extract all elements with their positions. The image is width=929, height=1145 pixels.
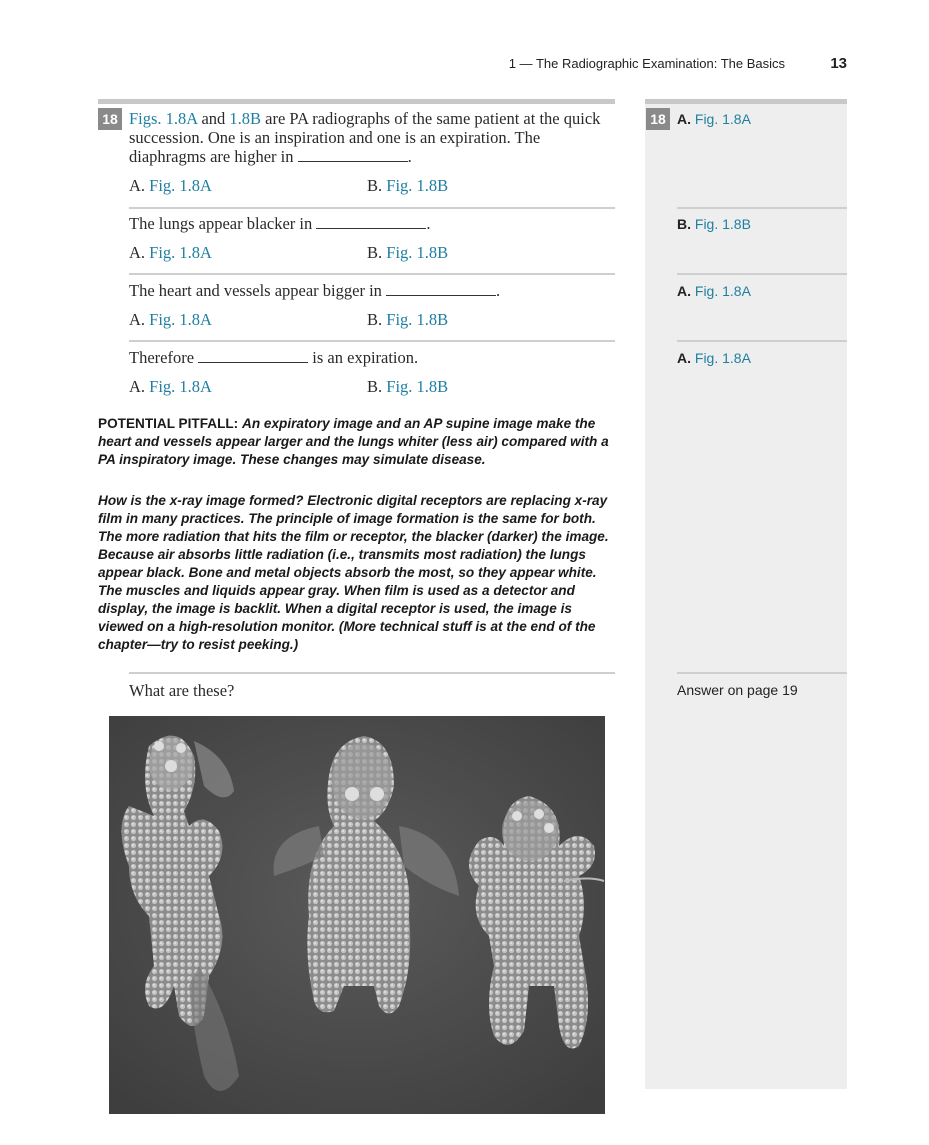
answer-3: A. Fig. 1.8A bbox=[677, 283, 751, 299]
answer-4: A. Fig. 1.8A bbox=[677, 350, 751, 366]
answer-blank bbox=[298, 150, 408, 162]
question-number-badge: 18 bbox=[98, 108, 122, 130]
option-a[interactable]: A. Fig. 1.8A bbox=[129, 310, 212, 329]
divider bbox=[129, 273, 615, 275]
divider bbox=[129, 340, 615, 342]
answer-2: B. Fig. 1.8B bbox=[677, 216, 751, 232]
option-a[interactable]: A. Fig. 1.8A bbox=[129, 176, 212, 195]
question-4-text: Therefore is an expiration. bbox=[129, 348, 419, 367]
option-a[interactable]: A. Fig. 1.8A bbox=[129, 243, 212, 262]
divider bbox=[677, 340, 847, 342]
answer-blank bbox=[386, 284, 496, 296]
fig-link[interactable]: Figs. 1.8A bbox=[129, 109, 198, 128]
question-3-text: The heart and vessels appear bigger in . bbox=[129, 281, 501, 300]
answer-number-badge: 18 bbox=[646, 108, 670, 130]
potential-pitfall: POTENTIAL PITFALL: An expiratory image and an AP supine image make the heart and vessels appear larger and the lungs whiter (less air) compared with a PA inspiratory image. These changes may simulate disease. bbox=[98, 416, 609, 467]
answer-blank bbox=[198, 351, 308, 363]
divider bbox=[129, 207, 615, 209]
fig-link[interactable]: 1.8B bbox=[229, 109, 262, 128]
answer-blank bbox=[316, 217, 426, 229]
page-number: 13 bbox=[830, 55, 847, 72]
answer-sidebar bbox=[645, 99, 847, 1089]
explanation-paragraph: How is the x-ray image formed? Electronic digital receptors are replacing x-ray film in many practices. The principle of image formation is the same for both. The more radiation that hits the film or receptor, the blacker (darker) the image. Because air absorbs little radiation (i.e., transmits most radiation) the lungs appear black. Bone and metal objects absorb the most, so they appear white. The muscles and liquids appear gray. When film is used as a detector and display, the image is backlit. When a digital receptor is used, the image is viewed on a high-resolution monitor. (More technical stuff is at the end of the chapter—try to resist peeking.) bbox=[98, 493, 609, 652]
option-b[interactable]: B. Fig. 1.8B bbox=[367, 377, 449, 396]
option-b[interactable]: B. Fig. 1.8B bbox=[367, 176, 449, 195]
question-1-text: Figs. 1.8A and 1.8B are PA radiographs of the same patient at the quick succession. One is an inspiration and one is an expiration. The diaphragms are higher in . bbox=[129, 109, 601, 166]
page-header bbox=[0, 56, 929, 76]
option-b[interactable]: B. Fig. 1.8B bbox=[367, 310, 449, 329]
chapter-title: 1 — The Radiographic Examination: The Basics bbox=[508, 56, 785, 71]
what-are-these-question: What are these? bbox=[129, 681, 235, 700]
divider bbox=[677, 672, 847, 674]
question-2-text: The lungs appear blacker in . bbox=[129, 214, 431, 233]
option-b[interactable]: B. Fig. 1.8B bbox=[367, 243, 449, 262]
divider bbox=[677, 273, 847, 275]
answer-1: A. Fig. 1.8A bbox=[677, 111, 751, 127]
divider bbox=[129, 672, 615, 674]
question-top-rule bbox=[98, 99, 615, 104]
answer-reference: Answer on page 19 bbox=[677, 682, 798, 698]
divider bbox=[677, 207, 847, 209]
option-a[interactable]: A. Fig. 1.8A bbox=[129, 377, 212, 396]
xray-image bbox=[109, 716, 605, 1114]
